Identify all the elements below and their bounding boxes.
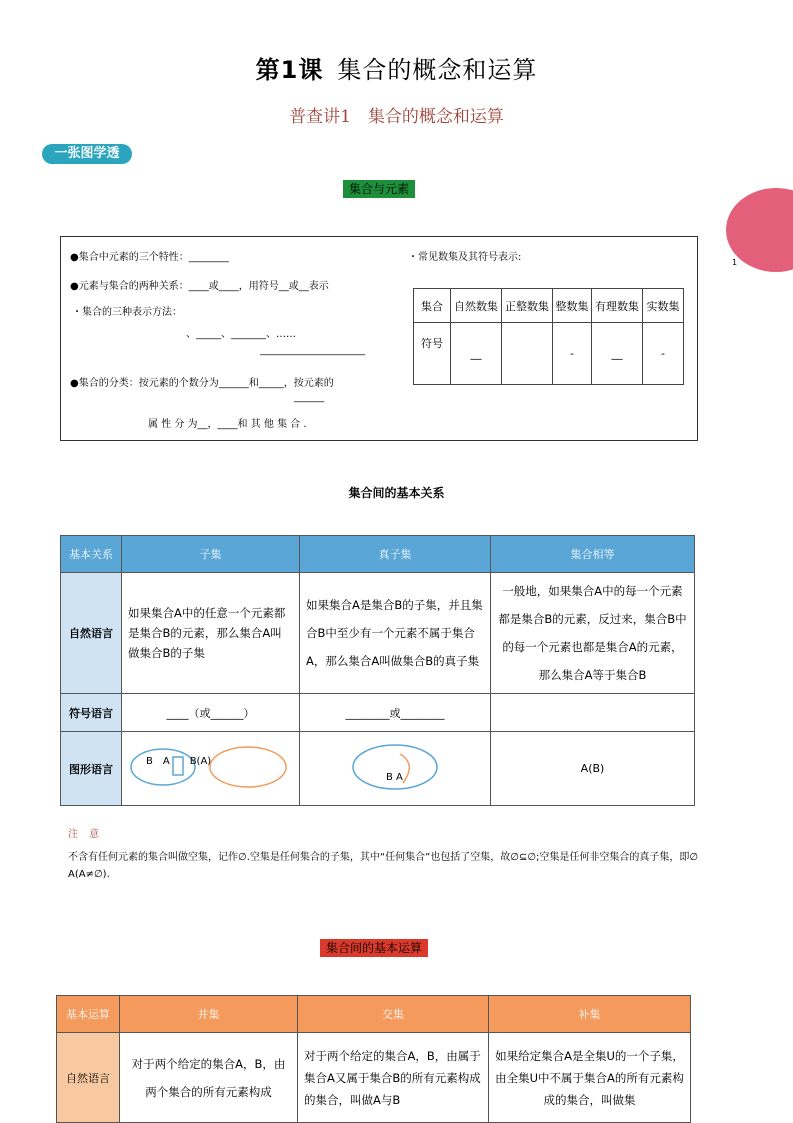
page-title bbox=[0, 50, 793, 85]
classification-blank: ______ bbox=[294, 392, 324, 403]
representation-line: ・集合的三种表示方法： bbox=[72, 307, 182, 318]
row-label: 符号语言 bbox=[61, 694, 122, 732]
table-header: 基本关系 bbox=[61, 536, 122, 573]
table-cell: ____（或______） bbox=[122, 694, 300, 732]
row-label: 图形语言 bbox=[61, 732, 122, 806]
representation-blanks: 、_____、_______、…… bbox=[186, 329, 296, 340]
table-header: 并集 bbox=[120, 996, 298, 1033]
table-cell: __ bbox=[592, 323, 643, 385]
table-cell: 如果集合A中的任意一个元素都是集合B的元素，那么集合A叫做集合B的子集 bbox=[122, 573, 300, 694]
section-badge: 一张图学透 bbox=[42, 144, 132, 164]
lesson-number: 第1课 bbox=[255, 56, 324, 84]
section2-heading: 集合间的基本关系 bbox=[348, 486, 445, 500]
table-cell: - bbox=[553, 323, 592, 385]
table-cell: 符号 bbox=[414, 323, 451, 385]
table-cell: 自然数集 bbox=[451, 289, 502, 323]
table-cell bbox=[502, 323, 553, 385]
table-header: 真子集 bbox=[300, 536, 491, 573]
table-header: 集合相等 bbox=[491, 536, 695, 573]
section3-heading: 集合间的基本运算 bbox=[320, 939, 428, 957]
table-header: 子集 bbox=[122, 536, 300, 573]
table-cell: 实数集 bbox=[643, 289, 684, 323]
number-sets-title: ・常见数集及其符号表示: bbox=[408, 252, 522, 263]
subset-diagram-cell bbox=[122, 732, 300, 806]
note-heading: 注 意 bbox=[68, 829, 104, 840]
section1-heading: 集合与元素 bbox=[343, 180, 415, 198]
lesson-title: 集合的概念和运算 bbox=[337, 56, 538, 84]
table-cell: 集合 bbox=[414, 289, 451, 323]
table-cell: - bbox=[643, 323, 684, 385]
diagram-label: B A B(A) bbox=[146, 756, 212, 767]
properties-line: ●集合中元素的三个特性：________ bbox=[70, 252, 229, 263]
proper-subset-diagram-cell bbox=[300, 732, 491, 806]
table-cell: 对于两个给定的集合A，B，由两个集合的所有元素构成 bbox=[120, 1033, 298, 1123]
table-cell bbox=[491, 694, 695, 732]
note-text: 不含有任何元素的集合叫做空集，记作∅.空集是任何集合的子集，其中“任何集合”也包括了空集，故∅⊆∅;空集是任何非空集合的真子集，即∅ A(A≠∅). bbox=[68, 852, 709, 880]
venn-diagram-icon bbox=[123, 737, 293, 797]
table-cell: 正整数集 bbox=[502, 289, 553, 323]
relation-line: ●元素与集合的两种关系：____或____，用符号__或__表示 bbox=[70, 281, 329, 292]
diagram-label: B A bbox=[386, 772, 403, 783]
table-header: 补集 bbox=[489, 996, 691, 1033]
subtitle: 普查讲1 集合的概念和运算 bbox=[289, 107, 504, 127]
table-cell: 如果集合A是集合B的子集，并且集合B中至少有一个元素不属于集合A，那么集合A叫做集合B的真子集 bbox=[300, 573, 491, 694]
operations-table bbox=[56, 995, 691, 1123]
table-cell: 有理数集 bbox=[592, 289, 643, 323]
table-header: 基本运算 bbox=[57, 996, 120, 1033]
table-cell: A(B) bbox=[491, 732, 695, 806]
table-cell: __ bbox=[451, 323, 502, 385]
table-cell: ________或________ bbox=[300, 694, 491, 732]
number-sets-table bbox=[413, 288, 684, 385]
table-cell: 对于两个给定的集合A，B，由属于集合A又属于集合B的所有元素构成的集合，叫做A与B bbox=[298, 1033, 489, 1123]
table-cell: 一般地，如果集合A中的每一个元素都是集合B的元素，反过来，集合B中的每一个元素也都是集合A的元素，那么集合A等于集合B bbox=[491, 573, 695, 694]
table-header: 交集 bbox=[298, 996, 489, 1033]
representation-blank2: _____________________ bbox=[260, 345, 365, 356]
relations-table bbox=[60, 535, 695, 806]
row-label: 自然语言 bbox=[61, 573, 122, 694]
table-cell: 如果给定集合A是全集U的一个子集，由全集U中不属于集合A的所有元素构成的集合，叫做集 bbox=[489, 1033, 691, 1123]
classification-line: ●集合的分类：按元素的个数分为______和_____，按元素的 bbox=[70, 378, 334, 389]
row-label: 自然语言 bbox=[57, 1033, 120, 1123]
venn-diagram-icon bbox=[345, 739, 445, 795]
attribute-line: 属 性 分 为__，____和 其 他 集 合 . bbox=[148, 419, 307, 430]
table-cell: 整数集 bbox=[553, 289, 592, 323]
page-number: 1 bbox=[732, 258, 738, 267]
